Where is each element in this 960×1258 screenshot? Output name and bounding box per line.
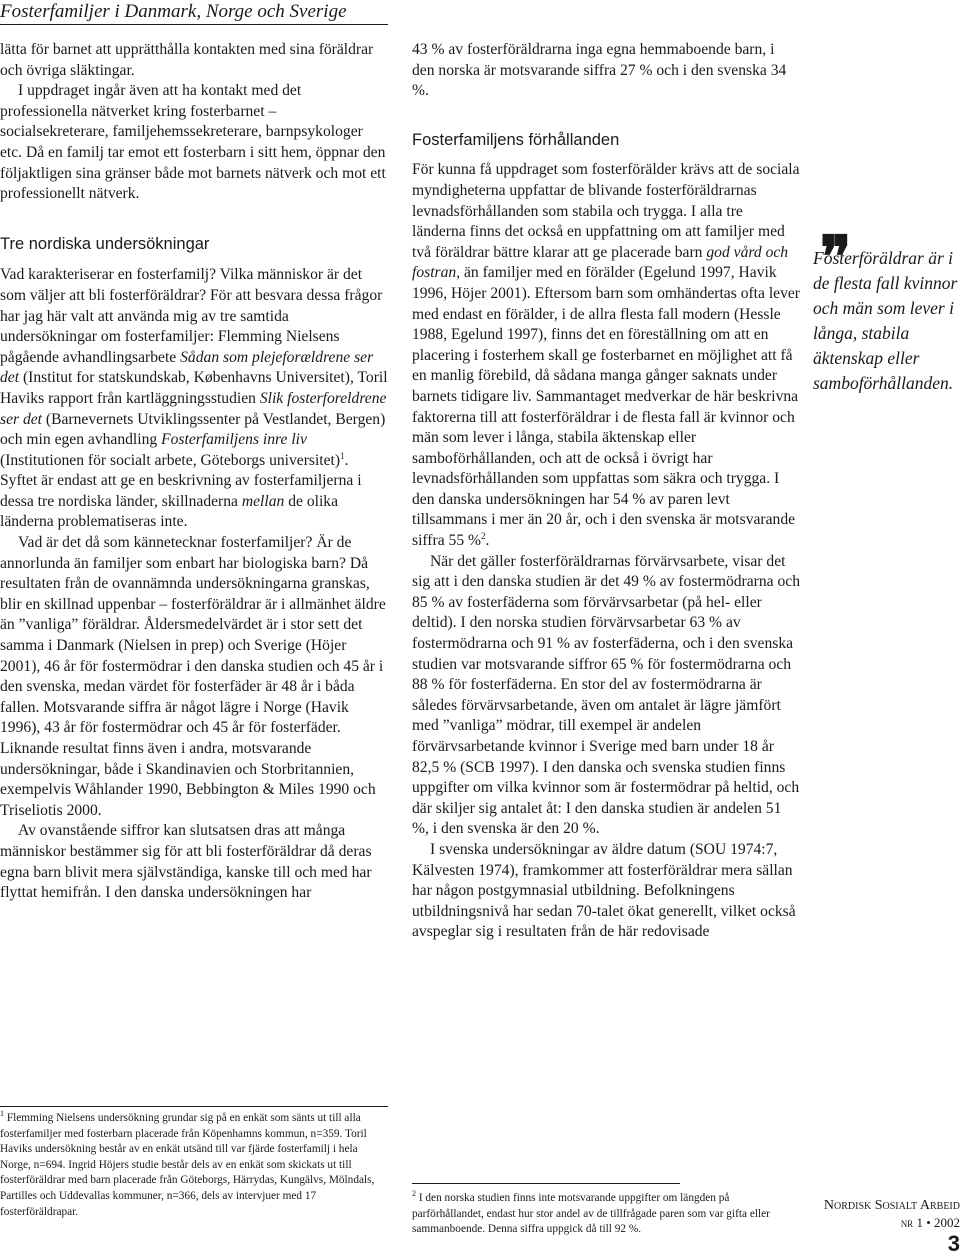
paragraph: I svenska undersökningar av äldre datum (SOU 1974:7, Kälvesten 1974), framkommer att fosterföräldrar mera sällan har någon postgymnasial utbildning. Befolkningens utbildningsnivå har sedan 70-talet ökat generellt, vilket också avspeglar sig i resultaten från de här redovisade [412,840,796,941]
footnote: $^1$ Flemming Nielsens undersökning grundar sig på en enkät som sänts ut till alla fosterfamiljer med fosterbarn placerade från Köpenhamns kommun, n=359. Toril Haviks undersökning består av en enkät utsänd till var fjärde fosterfamilj i hela Norge, n=694. Ingrid Höjers studie består dels av en enkät som skickats ut till fosterföräldrar med barn placerade från Göteborgs, Härrydas, Kungälvs, Mölndals, Partilles och Uddevallas kommuner, n=366, dels av intervjuer med 17 fosterföräldrapar. [0,1109,375,1218]
section-heading: Fosterfamiljens förhållanden [412,130,620,149]
journal-name: Nordisk Sosialt Arbeid [823,1198,960,1213]
footnote-divider [0,1106,388,1107]
pull-quote-text: Fosterföräldrar är i de flesta fall kvinnor och män som lever i långa, stabila äktenskap eller samboförhållanden. [813,248,958,393]
paragraph: För kunna få uppdraget som fosterförälder krävs att de sociala myndigheterna uppfattar de blivande fosterföräldrarnas levnadsförhållanden som stabila och trygga. I alla tre länderna finns det också en uppfattning om att familjer med två föräldrar bättre klarar att ge placerade barn god vård och fostran, än familjer med en förälder (Egelund 1997, Havik 1996, Höjer 2001). Eftersom barn som omhändertas ofta lever med endast en förälder, i de allra flesta fall modern (Hessle 1988, Egelund 1997), finns det en föreställning om att en placering i fosterhem skall ge fosterbarnet en möjlighet att få en manlig förebild, då sådana manga gånger saknats under barnets tidigare liv. Sammantaget medverkar de här beskrivna faktorerna till att fosterföräldrar i de flesta fall är kvinnor och män som lever i långa, stabila äktenskap eller samboförhållanden, och att de också i övrigt har levnadsförhållanden som uppfattas som säkra och trygga. I den danska undersökningen har 54 % av paren levt tillsammans i mer än 20 år, och i den svenska är motsvarande siffra 55 %$^2$. [412,161,801,550]
footnote: $^2$ I den norska studien finns inte motsvarande uppgifter om längden på parförhållandet, endast hur stor andel av de tillfrågade paren som var gifta eller sammanboende. Denna siffra uppgick då till 92 %. [412,1189,770,1236]
page-folio [800,1197,960,1257]
footnote-number: 2 [412,1189,416,1199]
pull-quote [813,223,960,396]
paragraph: lätta för barnet att upprätthålla kontakten med sina föräldrar och övriga släktingar. [0,41,374,79]
issue-label: nr 1 • 2002 [900,1215,960,1230]
paragraph: 43 % av fosterföräldrarna inga egna hemmaboende barn, i den norska är motsvarande siffra 27 % och i den svenska 34 %. [412,41,787,100]
right-column [412,40,800,943]
paragraph: Av ovanstående siffror kan slutsatsen dras att många människor bestämmer sig för att bli fosterföräldrar då deras egna barn blivit mera självständiga, kanske till och med har flyttat hemifrån. I den danska undersökningen har [0,822,372,902]
paragraph: Vad karakteriserar en fosterfamilj? Vilka människor är det som väljer att bli fosterföräldrar? För att besvara dessa frågor har jag här valt att använda mig av tre samtida undersökningar om fosterfamiljer: Flemming Nielsens pågående avhandlingsarbete Sådan som plejeforældrene ser det (Institut for statskundskab, Københavns Universitet), Toril Haviks rapport från kartläggningsstudien Slik fosterforeldrene ser det (Barnevernets Utviklingssenter på Vestlandet, Bergen) och min egen avhandling Fosterfamiljens inre liv (Institutionen för socialt arbete, Göteborgs universitet)$^1$. Syftet är endast att ge en beskrivning av fosterfamiljerna i dessa tre nordiska länder, skillnaderna mellan de olika länderna problematiseras inte. [0,266,388,531]
work-title: Sådan som plejeforældrene ser det [0,348,374,387]
work-title: Fosterfamiljens inre liv [161,431,307,449]
footnote-divider [412,1183,680,1184]
emphasis: god vård och fostran [412,243,789,282]
paragraph: När det gäller fosterföräldrarnas förvärvsarbete, visar det sig att i den danska studien är det 49 % av fostermödrarna och 85 % av fosterfäderna som förvärvsarbetar (på hel- eller deltid). I den norska studien förvärvsarbetar 63 % av fostermödrarna och 91 % av fosterfäderna, och i den svenska studien var motsvarande siffror 65 % för fostermödrarna och 88 % för fosterfäderna. En stor del av fostermödrarna är således förvärvsarbetande, även om antalet är lägre jämfört med ”vanliga” mödrar, till exempel är andelen förvärvsarbetande kvinnor i Sverige med barn under 18 år 82,5 % (SCB 1997). I den danska och svenska studien finns uppgifter om vilka kvinnor som är fostermödrar på heltid, och där skiljer sig antalet åt: I den danska studien är andelen 51 %, i den svenska är den 20 %. [412,552,800,838]
footnote-ref: 2 [481,530,486,541]
footnote-ref: 1 [340,450,345,461]
footnote-number: 1 [0,1109,4,1119]
paragraph: Vad är det då som kännetecknar fosterfamiljer? Är de annorlunda än familjer som enbart har biologiska barn? Då resultaten från de ovannämnda undersökningarna granskas, blir en skillnad uppenbar – fosterföräldrar är i allmänhet äldre än ”vanliga” föräldrar. Åldersmedelvärdet är i stor sett det samma i Danmark (Nielsen in prep) och Sverige (Höjer 2001), 46 år för fostermödrar i den danska studien och 45 år i den svenska, medan värdet för fosterfäder är 48 år i båda fallen. Motsvarande siffra är något lägre i Norge (Havik 1996), 43 år för fostermödrar och 45 år för fosterfäder. Liknande resultat finns även i andra, motsvarande undersökningar, både i Skandinavien och Storbritannien, exempelvis Wåhlander 1990, Bebbington & Miles 1990 och Triseliotis 2000. [0,534,386,819]
paragraph: I uppdraget ingår även att ha kontakt med det professionella nätverket kring fosterbarnet – socialsekreterare, familjehemssekreterare, barnpsykologer etc. Då en familj tar emot ett fosterbarn i sitt hem, öppnar den följaktligen sina gränser både mot barnets nätverk och mot ett professionellt nätverk. [0,82,386,203]
running-title: Fosterfamiljer i Danmark, Norge och Sverige [0,0,388,25]
emphasis: mellan [241,492,285,510]
quote-mark-icon: ❞ [820,223,852,291]
page-number: 3 [947,1231,960,1256]
left-column [0,40,388,904]
section-heading: Tre nordiska undersökningar [0,234,210,253]
work-title: Slik fosterforeldrene ser det [0,389,387,428]
